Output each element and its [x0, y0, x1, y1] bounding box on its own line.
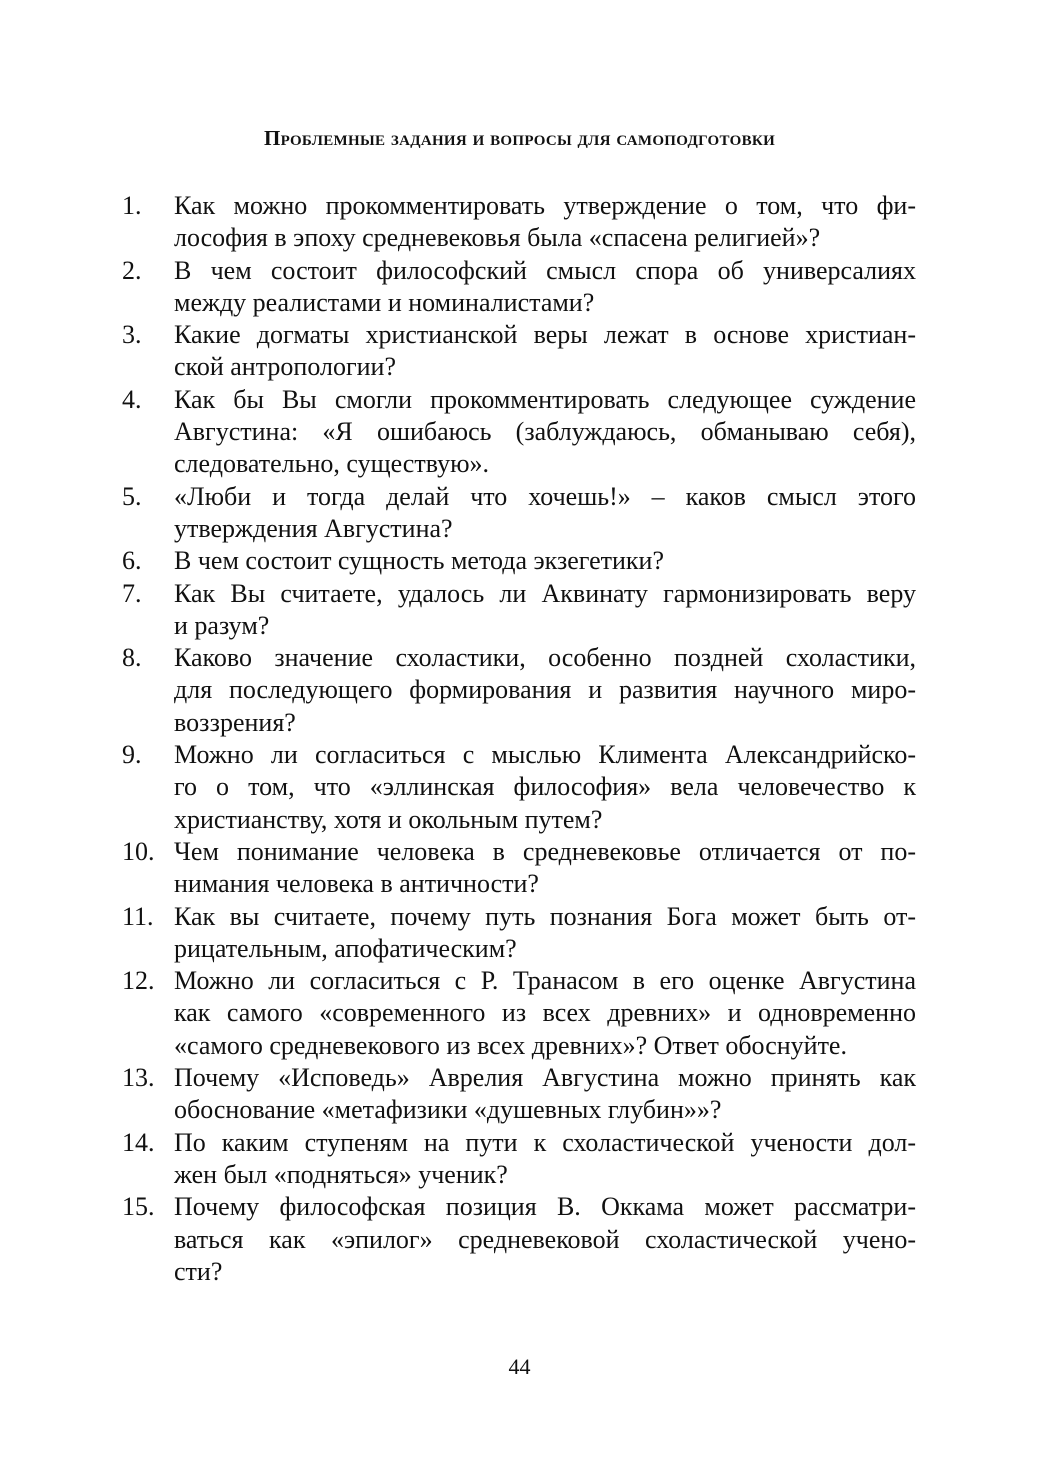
question-item [122, 1191, 916, 1288]
question-item [122, 190, 916, 255]
question-line: для последующего формирования и развития научного миро- [174, 675, 916, 705]
question-line: Почему «Исповедь» Аврелия Августина можно принять как [174, 1063, 916, 1093]
question-line: и разум? [174, 610, 270, 640]
questions-list [122, 190, 916, 1288]
question-number: 2. [122, 255, 142, 285]
question-line: «Люби и тогда делай что хочешь!» – каков смысл этого [174, 481, 916, 511]
question-line: ской антропологии? [174, 352, 396, 382]
question-line: Можно ли согласиться с мыслью Климента Александрийско- [174, 740, 916, 770]
question-text [174, 255, 916, 320]
question-item [122, 836, 916, 901]
page-number: 44 [508, 1354, 531, 1379]
question-line: го о том, что «эллинская философия» вела человечество к [174, 772, 916, 802]
question-number: 14. [122, 1127, 155, 1157]
question-text [174, 190, 916, 255]
question-item [122, 578, 916, 643]
question-text [174, 1191, 916, 1288]
question-line: между реалистами и номиналистами? [174, 287, 595, 317]
question-line: Как вы считаете, почему путь познания Бога может быть от- [174, 901, 916, 931]
question-text [174, 739, 916, 836]
question-number: 13. [122, 1063, 155, 1093]
question-line: По каким ступеням на пути к схоластической учености дол- [174, 1127, 916, 1157]
question-number: 6. [122, 546, 142, 576]
question-line: В чем состоит философский смысл спора об универсалиях [174, 255, 916, 285]
question-line: христианству, хотя и окольным путем? [174, 804, 603, 834]
question-item [122, 255, 916, 320]
question-number: 9. [122, 740, 142, 770]
question-line: утверждения Августина? [174, 513, 453, 543]
question-text [174, 1127, 916, 1192]
question-line: Каково значение схоластики, особенно поздней схоластики, [174, 643, 916, 673]
question-line: нимания человека в античности? [174, 869, 539, 899]
question-text [174, 1062, 916, 1127]
question-text [174, 578, 916, 643]
question-line: «самого средневекового из всех древних»? Ответ обоснуйте. [174, 1030, 847, 1060]
question-number: 3. [122, 320, 142, 350]
question-item [122, 319, 916, 384]
question-text [174, 481, 916, 546]
question-line: Чем понимание человека в средневековье отличается от по- [174, 836, 916, 866]
question-text [174, 545, 916, 577]
question-number: 15. [122, 1192, 155, 1222]
question-number: 4. [122, 384, 142, 414]
question-line: рицательным, апофатическим? [174, 933, 517, 963]
question-text [174, 642, 916, 739]
question-line: воззрения? [174, 707, 296, 737]
question-line: обоснование «метафизики «душевных глубин»»? [174, 1095, 722, 1125]
question-line: Можно ли согласиться с Р. Транасом в его оценке Августина [174, 966, 916, 996]
question-text [174, 901, 916, 966]
question-item [122, 545, 916, 577]
question-line: Как Вы считаете, удалось ли Аквинату гармонизировать веру [174, 578, 916, 608]
question-line: В чем состоит сущность метода экзегетики? [174, 546, 664, 576]
question-text [174, 965, 916, 1062]
question-number: 12. [122, 966, 155, 996]
question-item [122, 642, 916, 739]
section-title: Проблемные задания и вопросы для самоподготовки [263, 126, 776, 150]
question-item [122, 384, 916, 481]
question-line: сти? [174, 1256, 223, 1286]
question-item [122, 481, 916, 546]
question-line: Как бы Вы смогли прокомментировать следующее суждение [174, 384, 916, 414]
question-line: как самого «современного из всех древних» и одновременно [174, 998, 916, 1028]
question-number: 8. [122, 643, 142, 673]
question-item [122, 901, 916, 966]
question-number: 5. [122, 481, 142, 511]
question-line: жен был «подняться» ученик? [174, 1159, 508, 1189]
question-line: ваться как «эпилог» средневековой схоластической учено- [174, 1224, 916, 1254]
question-line: следовательно, существую». [174, 449, 490, 479]
question-item [122, 739, 916, 836]
question-number: 11. [122, 901, 154, 931]
question-line: Августина: «Я ошибаюсь (заблуждаюсь, обманываю себя), [174, 417, 916, 447]
question-number: 7. [122, 578, 142, 608]
question-text [174, 836, 916, 901]
question-item [122, 1062, 916, 1127]
question-line: Какие догматы христианской веры лежат в основе христиан- [174, 320, 916, 350]
question-number: 10. [122, 836, 155, 866]
question-line: Как можно прокомментировать утверждение о том, что фи- [174, 191, 916, 220]
question-text [174, 384, 916, 481]
question-item [122, 1127, 916, 1192]
question-line: Почему философская позиция В. Оккама может рассматри- [174, 1192, 916, 1222]
question-line: лософия в эпоху средневековья была «спасена религией»? [174, 223, 821, 253]
question-text [174, 319, 916, 384]
question-item [122, 965, 916, 1062]
question-number: 1. [122, 191, 142, 220]
